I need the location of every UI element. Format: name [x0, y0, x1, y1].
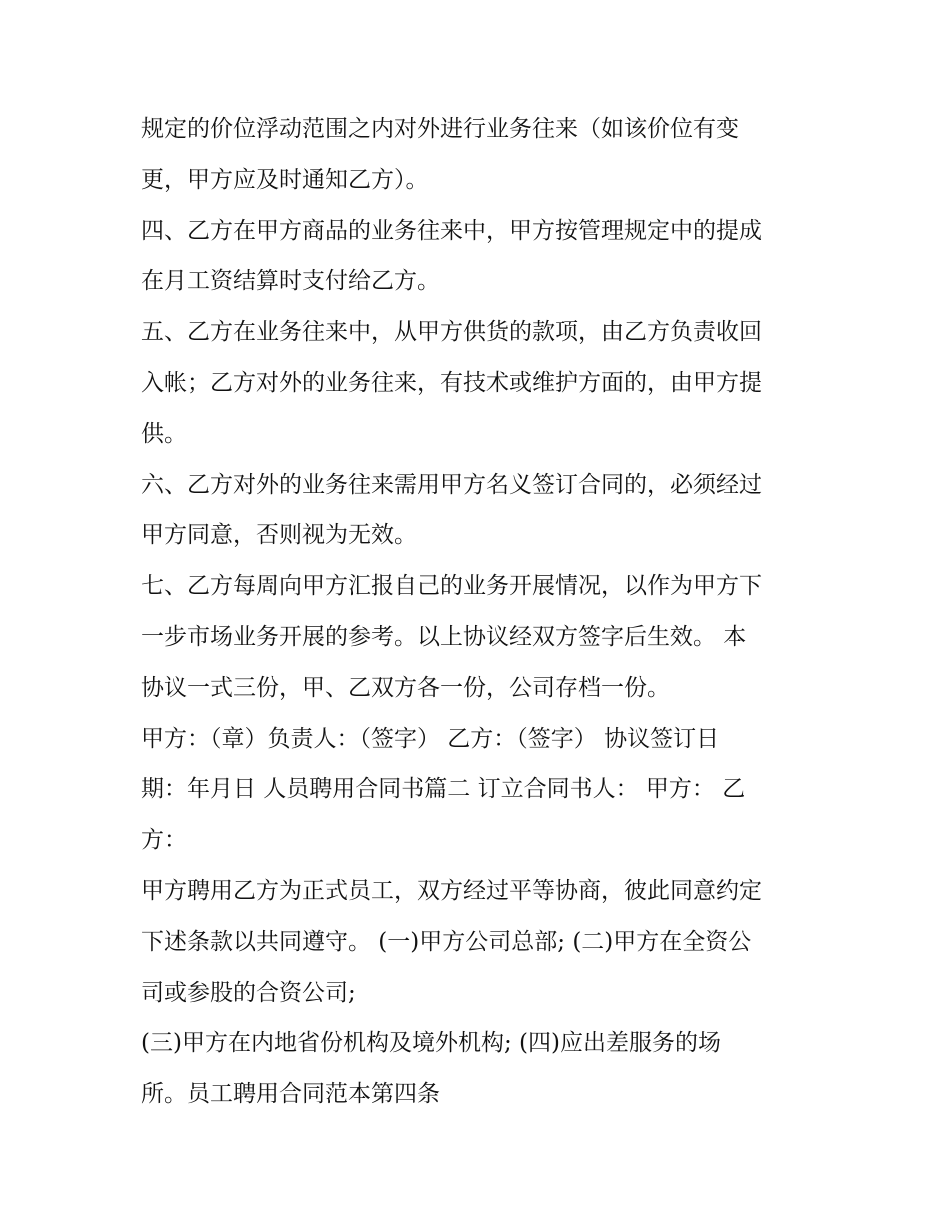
- text-line: 四、乙方在甲方商品的业务往来中，甲方按管理规定中的提成: [141, 217, 762, 244]
- text-line: 司或参股的合资公司;: [141, 979, 356, 1006]
- text-line: 更，甲方应及时通知乙方）。: [141, 166, 429, 193]
- text-line: 期：年月日 人员聘用合同书篇二 订立合同书人： 甲方： 乙: [141, 776, 746, 803]
- text-line: 所。员工聘用合同范本第四条: [141, 1081, 440, 1108]
- text-line: 五、乙方在业务往来中，从甲方供货的款项，由乙方负责收回: [141, 319, 762, 346]
- text-line: (三)甲方在内地省份机构及境外机构; (四)应出差服务的场: [141, 1030, 721, 1057]
- document-body: [141, 104, 821, 1120]
- text-line: 方：: [141, 827, 187, 854]
- text-line: 甲方聘用乙方为正式员工，双方经过平等协商，彼此同意约定: [141, 877, 762, 904]
- text-line: 供。: [141, 420, 187, 447]
- text-line: 入帐；乙方对外的业务往来，有技术或维护方面的，由甲方提: [141, 369, 762, 396]
- text-line: 甲方：（章）负责人：（签字） 乙方：（签字） 协议签订日: [141, 725, 720, 752]
- text-line: 协议一式三份，甲、乙双方各一份，公司存档一份。: [141, 674, 670, 701]
- text-line: 下述条款以共同遵守。 (一)甲方公司总部; (二)甲方在全资公: [141, 928, 752, 955]
- text-line: 六、乙方对外的业务往来需用甲方名义签订合同的，必须经过: [141, 471, 762, 498]
- text-line: 甲方同意，否则视为无效。: [141, 522, 417, 549]
- text-line: 七、乙方每周向甲方汇报自己的业务开展情况，以作为甲方下: [141, 573, 762, 600]
- text-line: 规定的价位浮动范围之内对外进行业务往来（如该价位有变: [141, 116, 739, 142]
- text-line: 在月工资结算时支付给乙方。: [141, 268, 440, 295]
- text-line: 一步市场业务开展的参考。以上协议经双方签字后生效。 本: [141, 623, 747, 650]
